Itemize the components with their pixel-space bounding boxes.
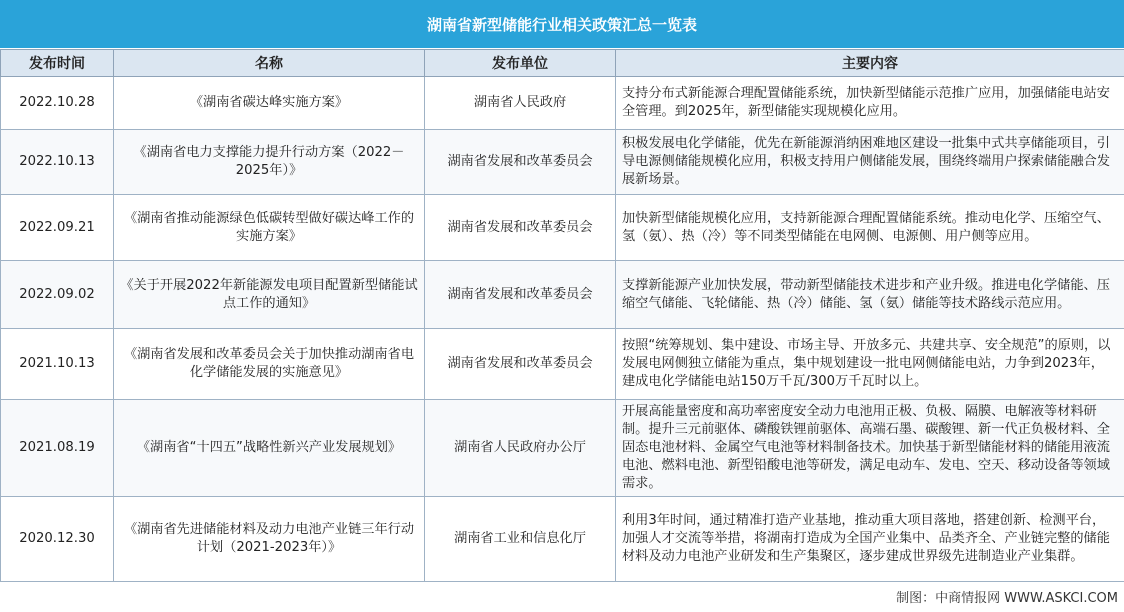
cell-name: 《湖南省“十四五”战略性新兴产业发展规划》 (114, 400, 425, 497)
table-row (1, 497, 1124, 582)
cell-content: 支撑新能源产业加快发展，带动新型储能技术进步和产业升级。推进电化学储能、压缩空气储能、飞轮储能、热（冷）储能、氢（氨）储能等技术路线示范应用。 (616, 261, 1124, 329)
header-org: 发布单位 (425, 50, 616, 77)
table-row (1, 261, 1124, 329)
cell-date: 2021.08.19 (1, 400, 114, 497)
table-row (1, 195, 1124, 261)
cell-date: 2021.10.13 (1, 329, 114, 400)
cell-content: 开展高能量密度和高功率密度安全动力电池用正极、负极、隔膜、电解液等材料研制。提升三元前驱体、磷酸铁锂前驱体、高端石墨、碳酸锂、新一代正负极材料、全固态电池材料、金属空气电池等材料制备技术。加快基于新型储能材料的储能用液流电池、燃料电池、新型铅酸电池等研发，满足电动车、发电、空天、移动设备等领域需求。 (616, 400, 1124, 497)
cell-org: 湖南省发展和改革委员会 (425, 261, 616, 329)
cell-name: 《湖南省先进储能材料及动力电池产业链三年行动计划（2021-2023年）》 (114, 497, 425, 582)
table-row (1, 77, 1124, 130)
cell-content: 支持分布式新能源合理配置储能系统，加快新型储能示范推广应用，加强储能电站安全管理。到2025年，新型储能实现规模化应用。 (616, 77, 1124, 130)
source-credit: 制图：中商情报网 WWW.ASKCI.COM (896, 591, 1118, 606)
cell-content: 利用3年时间，通过精准打造产业基地，推动重大项目落地，搭建创新、检测平台，加强人才交流等举措，将湖南打造成为全国产业集中、品类齐全、产业链完整的储能材料及动力电池产业研发和生产集聚区，逐步建成世界级先进制造业产业集群。 (616, 497, 1124, 582)
cell-org: 湖南省发展和改革委员会 (425, 329, 616, 400)
cell-date: 2022.10.13 (1, 130, 114, 195)
cell-date: 2022.10.28 (1, 77, 114, 130)
header-date: 发布时间 (1, 50, 114, 77)
cell-date: 2022.09.21 (1, 195, 114, 261)
header-name: 名称 (114, 50, 425, 77)
cell-content: 按照“统筹规划、集中建设、市场主导、开放多元、共建共享、安全规范”的原则，以发展电网侧独立储能为重点，集中规划建设一批电网侧储能电站，力争到2023年，建成电化学储能电站150万千瓦/300万千瓦时以上。 (616, 329, 1124, 400)
cell-name: 《湖南省发展和改革委员会关于加快推动湖南省电化学储能发展的实施意见》 (114, 329, 425, 400)
header-row (1, 50, 1124, 77)
cell-date: 2022.09.02 (1, 261, 114, 329)
cell-org: 湖南省人民政府办公厅 (425, 400, 616, 497)
cell-org: 湖南省工业和信息化厅 (425, 497, 616, 582)
table-row (1, 400, 1124, 497)
policy-table (0, 49, 1124, 582)
cell-name: 《湖南省碳达峰实施方案》 (114, 77, 425, 130)
cell-content: 加快新型储能规模化应用，支持新能源合理配置储能系统。推动电化学、压缩空气、氢（氨）、热（冷）等不同类型储能在电网侧、电源侧、用户侧等应用。 (616, 195, 1124, 261)
cell-org: 湖南省发展和改革委员会 (425, 130, 616, 195)
cell-name: 《湖南省电力支撑能力提升行动方案（2022－2025年）》 (114, 130, 425, 195)
cell-org: 湖南省发展和改革委员会 (425, 195, 616, 261)
header-content: 主要内容 (616, 50, 1124, 77)
cell-content: 积极发展电化学储能，优先在新能源消纳困难地区建设一批集中式共享储能项目，引导电源侧储能规模化应用，积极支持用户侧储能发展，围绕终端用户探索储能融合发展新场景。 (616, 130, 1124, 195)
cell-org: 湖南省人民政府 (425, 77, 616, 130)
cell-name: 《关于开展2022年新能源发电项目配置新型储能试点工作的通知》 (114, 261, 425, 329)
cell-name: 《湖南省推动能源绿色低碳转型做好碳达峰工作的实施方案》 (114, 195, 425, 261)
table-row (1, 329, 1124, 400)
table-title: 湖南省新型储能行业相关政策汇总一览表 (0, 0, 1124, 48)
cell-date: 2020.12.30 (1, 497, 114, 582)
table-row (1, 130, 1124, 195)
